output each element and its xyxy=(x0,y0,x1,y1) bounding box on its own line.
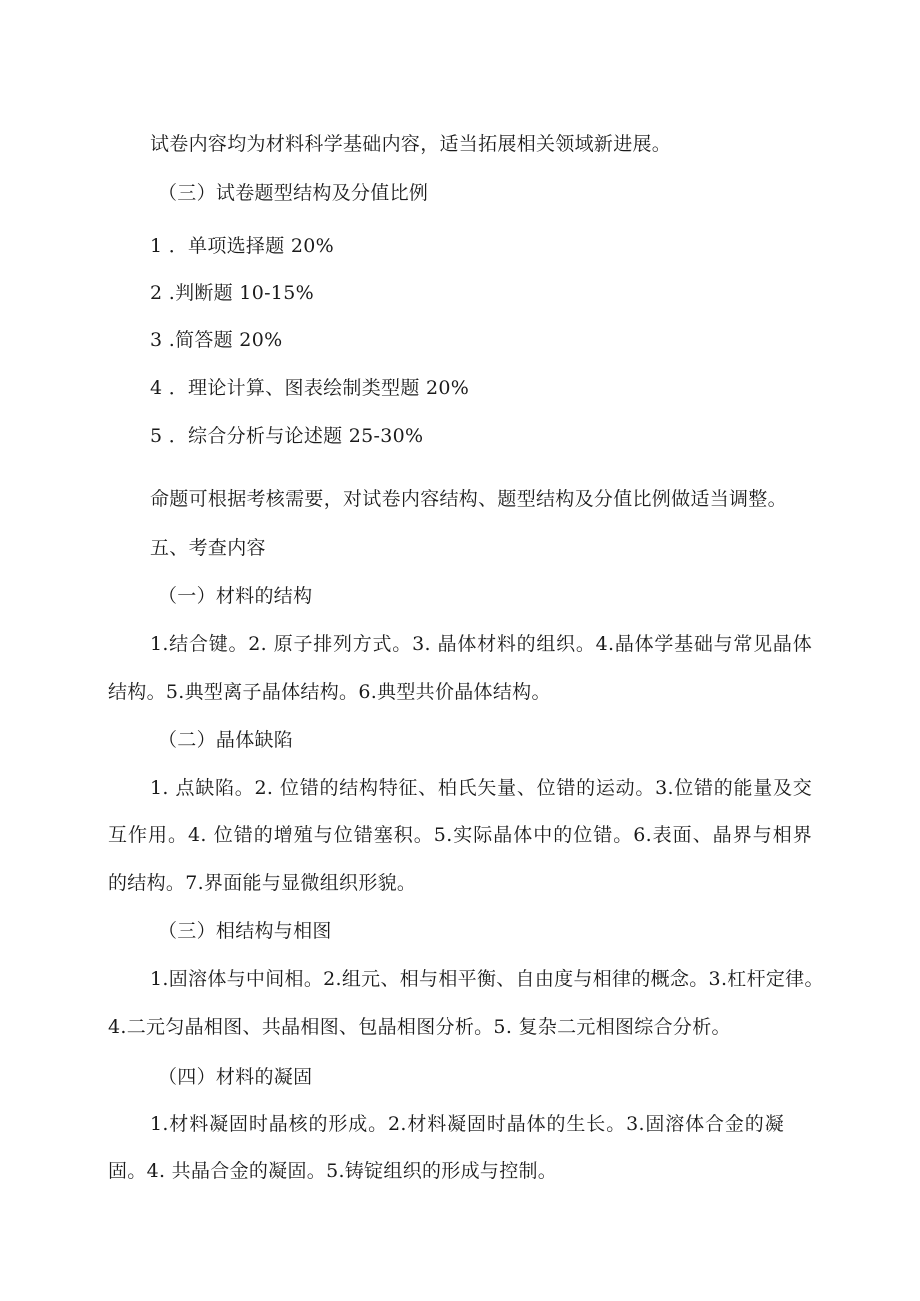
question-type-item: 3 .简答题 20% xyxy=(150,329,283,351)
question-type-item: 5 ．综合分析与论述题 25-30% xyxy=(150,425,424,447)
topic-text-line: 结构。5.典型离子晶体结构。6.典型共价晶体结构。 xyxy=(108,681,551,703)
topic-text-line: 1.固溶体与中间相。2.组元、相与相平衡、自由度与相律的概念。3.杠杆定律。 xyxy=(150,968,824,990)
topic-text-line: 1. 点缺陷。2. 位错的结构特征、柏氏矢量、位错的运动。3.位错的能量及交 xyxy=(150,777,812,799)
adjustment-note: 命题可根据考核需要，对试卷内容结构、题型结构及分值比例做适当调整。 xyxy=(150,488,787,510)
topic-heading-crystal-defects: （二）晶体缺陷 xyxy=(158,729,294,751)
question-type-item: 1 ．单项选择题 20% xyxy=(150,235,334,257)
question-type-item: 2 .判断题 10-15% xyxy=(150,282,314,304)
topic-heading-solidification: （四）材料的凝固 xyxy=(158,1066,313,1088)
topic-text-line: 固。4. 共晶合金的凝固。5.铸锭组织的形成与控制。 xyxy=(108,1160,558,1182)
topic-text-line: 互作用。4. 位错的增殖与位错塞积。5.实际晶体中的位错。6.表面、晶界与相界 xyxy=(108,824,812,846)
topic-text-line: 1.结合键。2. 原子排列方式。3. 晶体材料的组织。4.晶体学基础与常见晶体 xyxy=(150,633,812,655)
topic-heading-material-structure: （一）材料的结构 xyxy=(158,585,313,607)
topic-heading-phase-structure: （三）相结构与相图 xyxy=(158,920,332,942)
section-heading-question-structure: （三）试卷题型结构及分值比例 xyxy=(158,182,429,204)
part-heading-exam-content: 五、考查内容 xyxy=(150,537,266,559)
topic-text-line: 1.材料凝固时晶核的形成。2.材料凝固时晶体的生长。3.固溶体合金的凝 xyxy=(150,1113,784,1135)
question-type-item: 4 ．理论计算、图表绘制类型题 20% xyxy=(150,377,470,399)
intro-paragraph: 试卷内容均为材料科学基础内容，适当拓展相关领域新进展。 xyxy=(150,133,672,155)
topic-text-line: 4.二元匀晶相图、共晶相图、包晶相图分析。5. 复杂二元相图综合分析。 xyxy=(108,1016,731,1038)
topic-text-line: 的结构。7.界面能与显微组织形貌。 xyxy=(108,872,417,894)
